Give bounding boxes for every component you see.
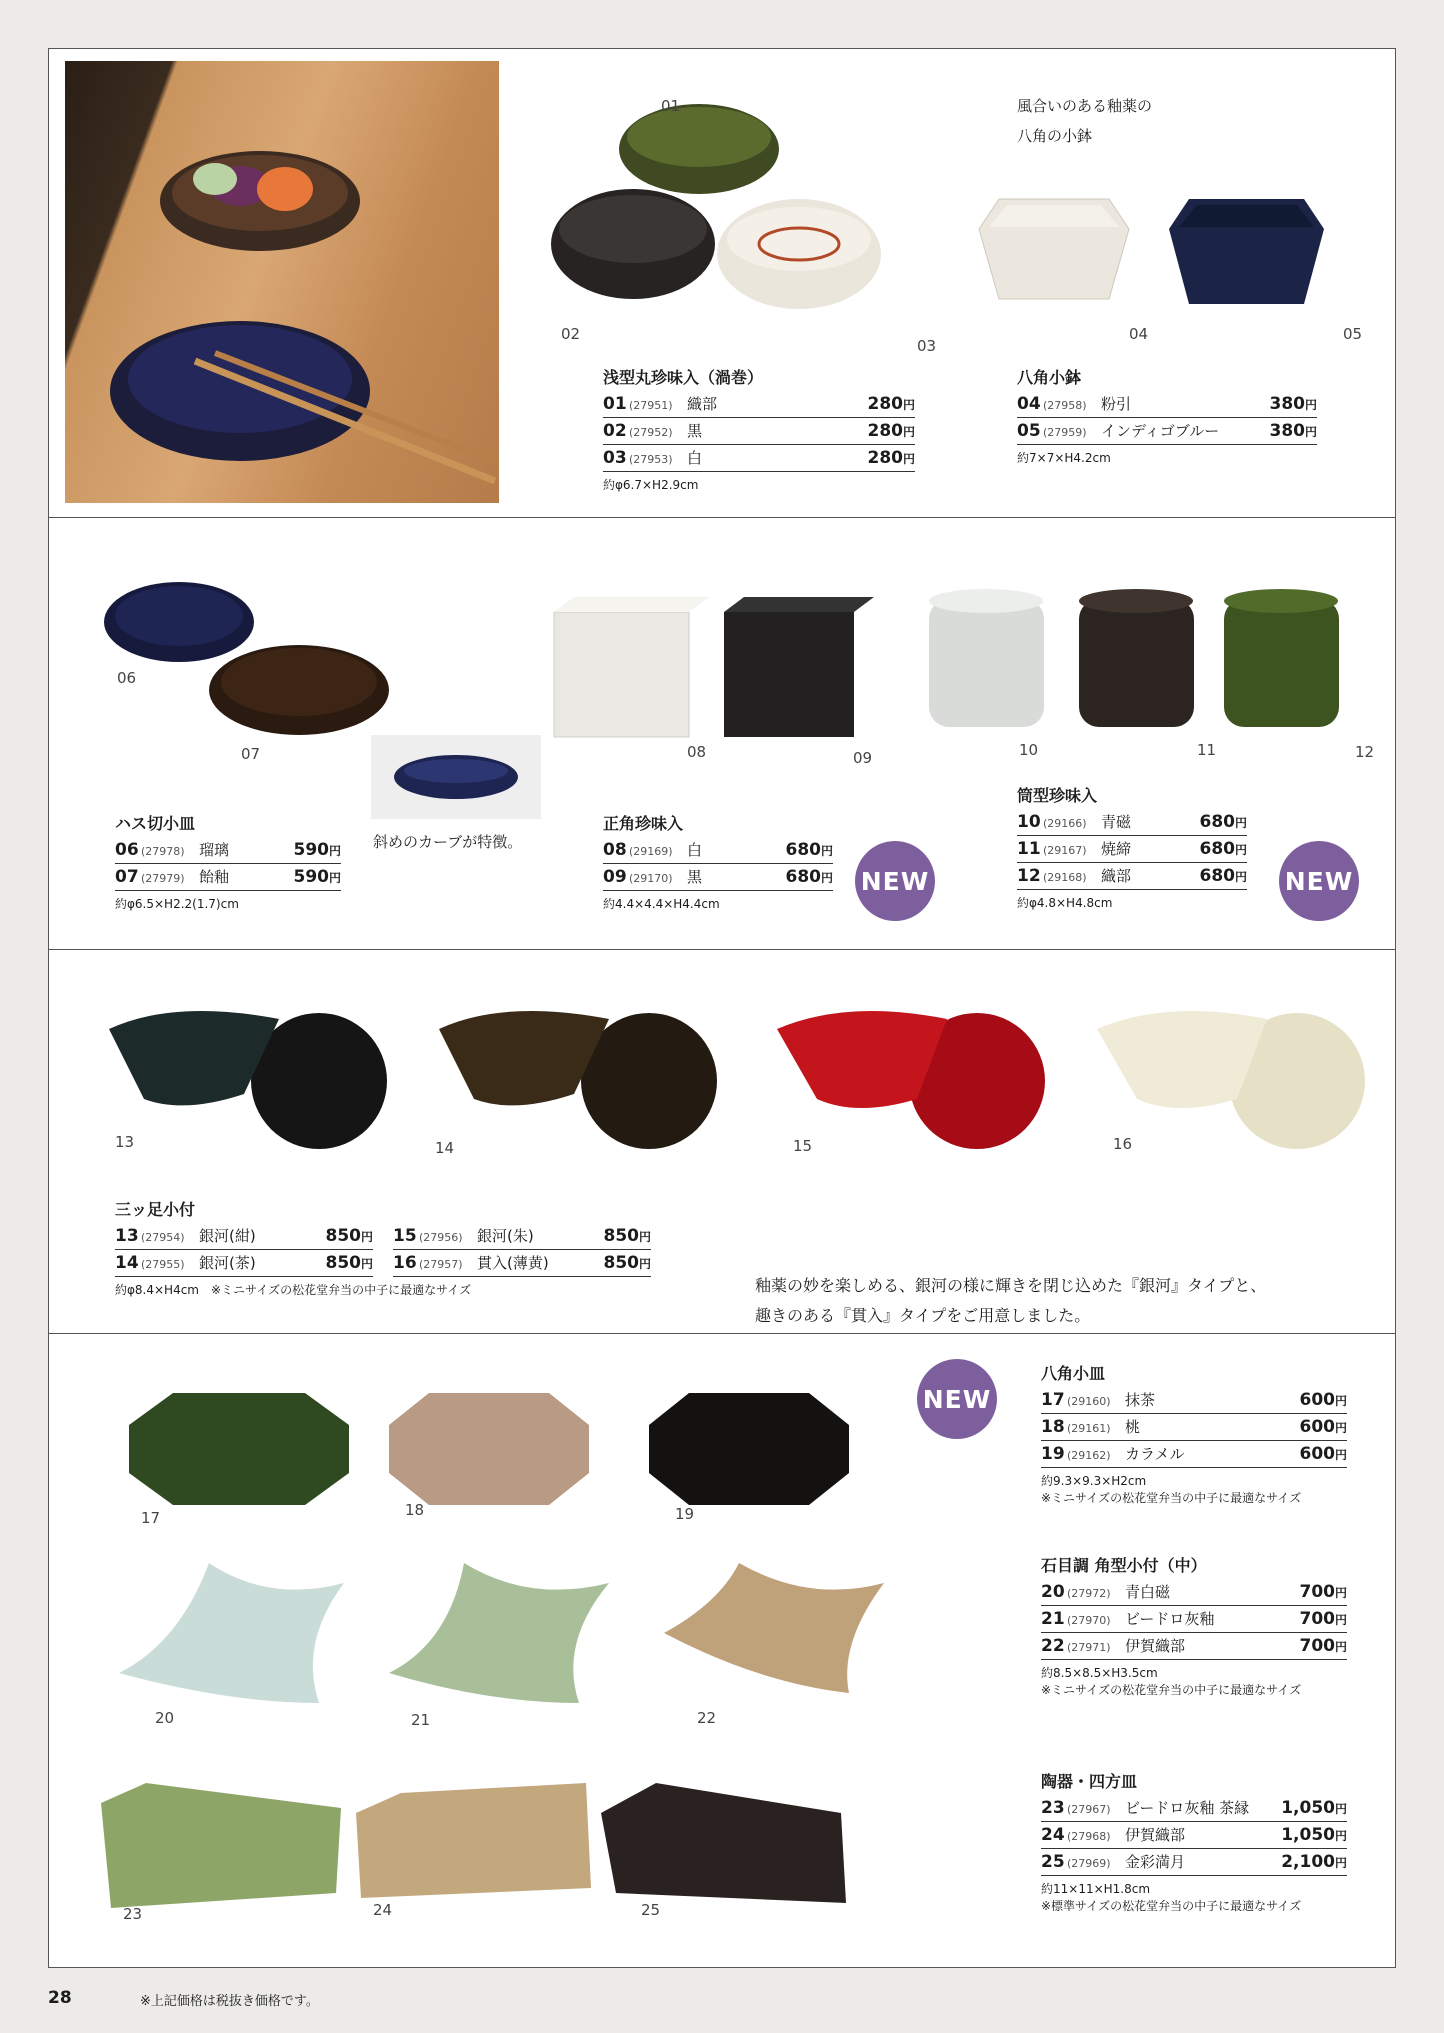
size-text: 約φ8.4×H4cm ※ミニサイズの松花堂弁当の中子に最適なサイズ <box>115 1283 472 1297</box>
product-title: 八角小皿 <box>1041 1364 1106 1383</box>
price-row: 24 (27968) 伊賀織部 1,050円 <box>1041 1822 1347 1849</box>
product-number: 18 <box>405 1501 425 1519</box>
size-text: 約4.4×4.4×H4.4cm <box>603 897 720 911</box>
price-block-13-16 <box>115 1197 655 1298</box>
price-block-20-22 <box>1041 1553 1347 1698</box>
price-row: 01 (27951) 織部 280円 <box>603 391 915 418</box>
price-row: 23 (27967) ビードロ灰釉 茶縁 1,050円 <box>1041 1795 1347 1822</box>
product-number: 15 <box>793 1137 813 1155</box>
price-row: 10 (29166) 青磁 680円 <box>1017 809 1247 836</box>
price-row: 08 (29169) 白 680円 <box>603 837 833 864</box>
size-note: ※ミニサイズの松花堂弁当の中子に最適なサイズ <box>1041 1491 1302 1505</box>
price-row: 22 (27971) 伊賀織部 700円 <box>1041 1633 1347 1660</box>
product-number: 16 <box>1113 1135 1133 1153</box>
catalog-frame <box>48 48 1396 1968</box>
product-title: 三ッ足小付 <box>115 1200 196 1219</box>
size-text: 約φ6.5×H2.2(1.7)cm <box>115 897 239 911</box>
product-number: 20 <box>155 1709 175 1727</box>
price-row: 12 (29168) 織部 680円 <box>1017 863 1247 890</box>
section1-caption: 風合いのある釉薬の 八角の小鉢 <box>1017 97 1153 145</box>
product-number: 13 <box>115 1133 135 1151</box>
bowls-15-16-illustration <box>777 999 1397 1159</box>
price-row: 16 (27957) 貫入(薄黄) 850円 <box>393 1250 651 1277</box>
product-number: 22 <box>697 1709 717 1727</box>
new-badge: NEW <box>917 1359 997 1439</box>
product-number: 19 <box>675 1505 695 1523</box>
price-row: 06 (27978) 瑠璃 590円 <box>115 837 341 864</box>
bowls-01-03-illustration <box>549 79 949 359</box>
new-badge: NEW <box>855 841 935 921</box>
section-3 <box>49 949 1395 1334</box>
size-text: 約φ6.7×H2.9cm <box>603 478 699 492</box>
product-title: 正角珍味入 <box>603 814 684 833</box>
product-number: 04 <box>1129 325 1149 343</box>
product-number: 01 <box>661 97 681 115</box>
size-note: ※ミニサイズの松花堂弁当の中子に最適なサイズ <box>1041 1683 1302 1697</box>
price-row: 02 (27952) 黒 280円 <box>603 418 915 445</box>
price-row: 09 (29170) 黒 680円 <box>603 864 833 891</box>
price-row: 05 (27959) インディゴブルー 380円 <box>1017 418 1317 445</box>
price-block-04-05 <box>1017 365 1317 466</box>
price-block-17-19 <box>1041 1361 1347 1506</box>
product-number: 25 <box>641 1901 661 1919</box>
section-2 <box>49 517 1395 950</box>
product-number: 17 <box>141 1509 161 1527</box>
size-note: ※標準サイズの松花堂弁当の中子に最適なサイズ <box>1041 1899 1302 1913</box>
photo-illustration <box>65 61 499 503</box>
bowls-04-05-illustration <box>969 189 1369 359</box>
size-text: 約11×11×H1.8cm <box>1041 1882 1151 1896</box>
price-block-23-25 <box>1041 1769 1347 1914</box>
size-text: 約7×7×H4.2cm <box>1017 451 1111 465</box>
product-number: 24 <box>373 1901 393 1919</box>
price-row: 07 (27979) 飴釉 590円 <box>115 864 341 891</box>
price-row: 04 (27958) 粉引 380円 <box>1017 391 1317 418</box>
plates-17-19-illustration <box>129 1393 909 1563</box>
product-title: 陶器・四方皿 <box>1041 1772 1138 1791</box>
product-number: 12 <box>1355 743 1375 761</box>
plates-06-07-illustration <box>104 572 424 752</box>
product-number: 03 <box>917 337 937 355</box>
price-row: 11 (29167) 焼締 680円 <box>1017 836 1247 863</box>
price-row: 14 (27955) 銀河(茶) 850円 <box>115 1250 373 1277</box>
product-number: 11 <box>1197 741 1217 759</box>
price-row: 25 (27969) 金彩満月 2,100円 <box>1041 1849 1347 1876</box>
product-number: 23 <box>123 1905 143 1923</box>
cups-08-09-illustration <box>554 597 854 747</box>
size-text: 約8.5×8.5×H3.5cm <box>1041 1666 1158 1680</box>
price-row: 21 (27970) ビードロ灰釉 700円 <box>1041 1606 1347 1633</box>
product-number: 21 <box>411 1711 431 1729</box>
lifestyle-photo <box>65 61 499 503</box>
product-number: 06 <box>117 669 137 687</box>
price-block-08-09 <box>603 811 833 912</box>
product-title: 八角小鉢 <box>1017 368 1082 387</box>
product-number: 14 <box>435 1139 455 1157</box>
inset-photo <box>371 735 541 819</box>
section3-description: 釉薬の妙を楽しめる、銀河の様に輝きを閉じ込めた『銀河』タイプと、 趣きのある『貫入』タイプをご用意しました。 <box>755 1276 1267 1325</box>
price-block-06-07 <box>115 811 341 912</box>
price-block-01-03 <box>603 365 915 493</box>
price-block-10-12 <box>1017 783 1247 911</box>
price-row: 03 (27953) 白 280円 <box>603 445 915 472</box>
product-number: 10 <box>1019 741 1039 759</box>
product-title: 筒型珍味入 <box>1017 786 1098 805</box>
bowls-20-22-illustration <box>119 1563 919 1733</box>
product-title: 石目調 角型小付（中） <box>1041 1556 1207 1575</box>
product-title: ハス切小皿 <box>115 814 196 833</box>
price-row: 20 (27972) 青白磁 700円 <box>1041 1579 1347 1606</box>
price-row: 13 (27954) 銀河(紺) 850円 <box>115 1223 373 1250</box>
size-text: 約φ4.8×H4.8cm <box>1017 896 1113 910</box>
section-4 <box>49 1333 1395 1967</box>
price-row: 15 (27956) 銀河(朱) 850円 <box>393 1223 651 1250</box>
product-number: 05 <box>1343 325 1363 343</box>
plates-23-25-illustration <box>101 1783 901 1933</box>
new-badge: NEW <box>1279 841 1359 921</box>
page-number: 28 <box>48 1988 72 2008</box>
bowls-13-14-illustration <box>104 999 724 1159</box>
inset-caption: 斜めのカーブが特徴。 <box>373 833 523 851</box>
section-1 <box>49 49 1395 518</box>
price-row: 18 (29161) 桃 600円 <box>1041 1414 1347 1441</box>
price-row: 17 (29160) 抹茶 600円 <box>1041 1387 1347 1414</box>
price-row: 19 (29162) カラメル 600円 <box>1041 1441 1347 1468</box>
product-number: 09 <box>853 749 873 767</box>
product-title: 浅型丸珍味入（渦巻） <box>603 368 764 387</box>
cups-10-12-illustration <box>929 589 1349 739</box>
product-number: 02 <box>561 325 581 343</box>
product-number: 07 <box>241 745 261 763</box>
product-number: 08 <box>687 743 707 761</box>
size-text: 約9.3×9.3×H2cm <box>1041 1474 1147 1488</box>
footer-note: ※上記価格は税抜き価格です。 <box>140 1994 319 2009</box>
